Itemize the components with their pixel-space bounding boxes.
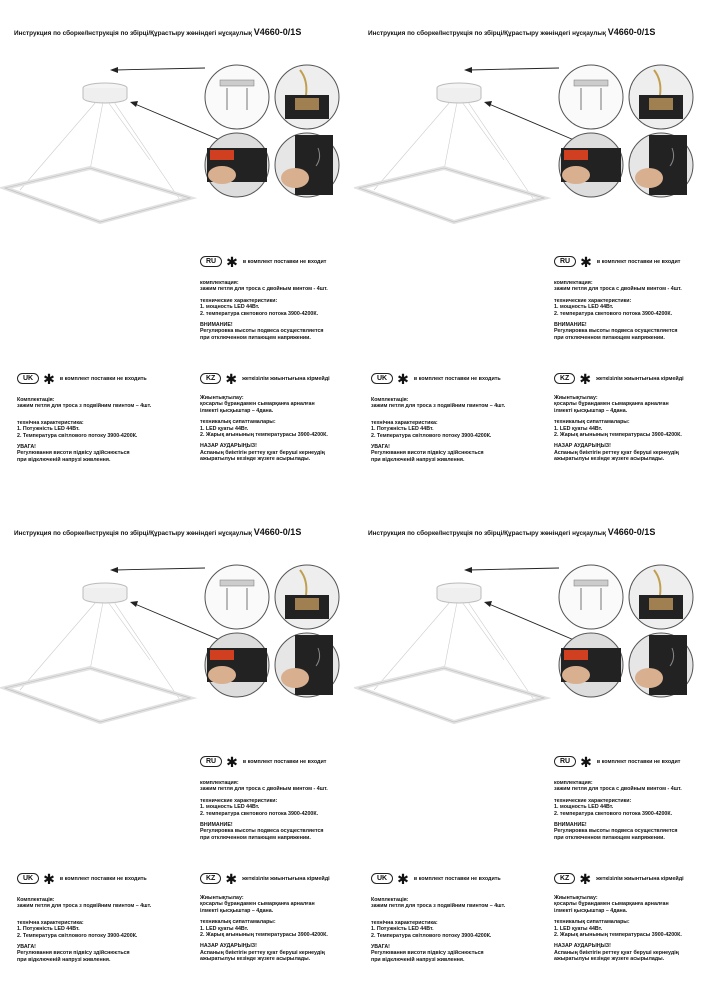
- uk-badge: UK: [17, 873, 39, 884]
- uk-not-included: UK ✱ в комплект поставки не входить: [371, 373, 501, 384]
- kz-not-included: KZ ✱ жеткізілім жиынтығына кірмейді: [200, 373, 330, 384]
- asterisk-icon: ✱: [225, 370, 238, 387]
- kz-badge: KZ: [200, 873, 221, 884]
- ru-text: комплектация: зажим петля для троса с двойным винтом - 4шт. технические характеристики: 1. мощность LED 44Вт. 2. температура светового потока 3900-4200К. ВНИМАНИЕ! Регулировка высоты подвеса осуществляется при отключенном питающем напряжении.: [200, 780, 328, 841]
- asterisk-icon: ✱: [225, 870, 238, 887]
- ru-not-included: RU ✱ в комплект поставки не входит: [200, 256, 326, 267]
- asterisk-icon: ✱: [397, 870, 409, 887]
- asterisk-icon: ✱: [579, 870, 592, 887]
- assembly-illustration: [0, 0, 353, 260]
- panel-title: Инструкция по сборке/Інструкція по збірці/Құрастыру жөніндегі нұсқаулық V4660-0/1S: [368, 527, 656, 537]
- asterisk-icon: ✱: [397, 370, 409, 387]
- asterisk-icon: ✱: [226, 253, 238, 270]
- uk-not-included: UK ✱ в комплект поставки не входить: [17, 873, 147, 884]
- kz-text: Жиынтықтылау: қосарлы бұрандамен сымарқанға арналған ілмекті қысқыштар – 4дана. техникалық сипаттамалары: 1. LED қуаты 44Вт. 2. Жарық ағынының температурасы 3900-4200К. НАЗАР АУДАРЫҢЫЗ! Аспаның биіктігін реттеу қуат беруші кернеудің ажыратылуы кезінде жүзеге асырылады.: [554, 395, 682, 463]
- ru-not-included: RU ✱ в комплект поставки не входит: [200, 756, 326, 767]
- ru-not-included: RU ✱ в комплект поставки не входит: [554, 256, 680, 267]
- kz-not-included: KZ ✱ жеткізілім жиынтығына кірмейді: [554, 873, 684, 884]
- kz-not-included: KZ ✱ жеткізілім жиынтығына кірмейді: [200, 873, 330, 884]
- uk-badge: UK: [371, 373, 393, 384]
- instruction-panel-1: [0, 0, 353, 500]
- instruction-panel-4: [354, 500, 707, 1000]
- panel-title: Инструкция по сборке/Інструкція по збірці/Құрастыру жөніндегі нұсқаулық V4660-0/1S: [14, 27, 302, 37]
- panel-title: Инструкция по сборке/Інструкція по збірці/Құрастыру жөніндегі нұсқаулық V4660-0/1S: [14, 527, 302, 537]
- ru-badge: RU: [554, 756, 576, 767]
- instruction-panel-3: [0, 500, 353, 1000]
- ru-badge: RU: [200, 256, 222, 267]
- uk-text: Комплектація: зажим петля для троса з подвійним гвинтом – 4шт. технічна характеристика: 1. Потужність LED 44Вт. 2. Температура світлового потоку 3900-4200К. УВАГА! Регулювання висоти підвісу здійснюється при відключеній напрузі живлення.: [371, 397, 506, 463]
- ru-badge: RU: [554, 256, 576, 267]
- uk-badge: UK: [371, 873, 393, 884]
- kz-badge: KZ: [200, 373, 221, 384]
- asterisk-icon: ✱: [580, 253, 592, 270]
- ru-badge: RU: [200, 756, 222, 767]
- kz-badge: KZ: [554, 873, 575, 884]
- kz-text: Жиынтықтылау: қосарлы бұрандамен сымарқанға арналған ілмекті қысқыштар – 4дана. техникалық сипаттамалары: 1. LED қуаты 44Вт. 2. Жарық ағынының температурасы 3900-4200К. НАЗАР АУДАРЫҢЫЗ! Аспаның биіктігін реттеу қуат беруші кернеудің ажыратылуы кезінде жүзеге асырылады.: [200, 395, 328, 463]
- uk-badge: UK: [17, 373, 39, 384]
- kz-badge: KZ: [554, 373, 575, 384]
- ru-text: комплектация: зажим петля для троса с двойным винтом - 4шт. технические характеристики: 1. мощность LED 44Вт. 2. температура светового потока 3900-4200К. ВНИМАНИЕ! Регулировка высоты подвеса осуществляется при отключенном питающем напряжении.: [554, 280, 682, 341]
- ru-not-included: RU ✱ в комплект поставки не входит: [554, 756, 680, 767]
- kz-text: Жиынтықтылау: қосарлы бұрандамен сымарқанға арналған ілмекті қысқыштар – 4дана. техникалық сипаттамалары: 1. LED қуаты 44Вт. 2. Жарық ағынының температурасы 3900-4200К. НАЗАР АУДАРЫҢЫЗ! Аспаның биіктігін реттеу қуат беруші кернеудің ажыратылуы кезінде жүзеге асырылады.: [554, 895, 682, 963]
- asterisk-icon: ✱: [226, 753, 238, 770]
- ru-text: комплектация: зажим петля для троса с двойным винтом - 4шт. технические характеристики: 1. мощность LED 44Вт. 2. температура светового потока 3900-4200К. ВНИМАНИЕ! Регулировка высоты подвеса осуществляется при отключенном питающем напряжении.: [554, 780, 682, 841]
- uk-text: Комплектація: зажим петля для троса з подвійним гвинтом – 4шт. технічна характеристика: 1. Потужність LED 44Вт. 2. Температура світлового потоку 3900-4200К. УВАГА! Регулювання висоти підвісу здійснюється при відключеній напрузі живлення.: [17, 397, 152, 463]
- uk-text: Комплектація: зажим петля для троса з подвійним гвинтом – 4шт. технічна характеристика: 1. Потужність LED 44Вт. 2. Температура світлового потоку 3900-4200К. УВАГА! Регулювання висоти підвісу здійснюється при відключеній напрузі живлення.: [371, 897, 506, 963]
- uk-not-included: UK ✱ в комплект поставки не входить: [17, 373, 147, 384]
- asterisk-icon: ✱: [43, 370, 55, 387]
- kz-not-included: KZ ✱ жеткізілім жиынтығына кірмейді: [554, 373, 684, 384]
- assembly-illustration: [354, 0, 707, 260]
- asterisk-icon: ✱: [43, 870, 55, 887]
- kz-text: Жиынтықтылау: қосарлы бұрандамен сымарқанға арналған ілмекті қысқыштар – 4дана. техникалық сипаттамалары: 1. LED қуаты 44Вт. 2. Жарық ағынының температурасы 3900-4200К. НАЗАР АУДАРЫҢЫЗ! Аспаның биіктігін реттеу қуат беруші кернеудің ажыратылуы кезінде жүзеге асырылады.: [200, 895, 328, 963]
- uk-not-included: UK ✱ в комплект поставки не входить: [371, 873, 501, 884]
- ru-text: комплектация: зажим петля для троса с двойным винтом - 4шт. технические характеристики: 1. мощность LED 44Вт. 2. температура светового потока 3900-4200К. ВНИМАНИЕ! Регулировка высоты подвеса осуществляется при отключенном питающем напряжении.: [200, 280, 328, 341]
- asterisk-icon: ✱: [580, 753, 592, 770]
- assembly-illustration: [354, 500, 707, 760]
- uk-text: Комплектація: зажим петля для троса з подвійним гвинтом – 4шт. технічна характеристика: 1. Потужність LED 44Вт. 2. Температура світлового потоку 3900-4200К. УВАГА! Регулювання висоти підвісу здійснюється при відключеній напрузі живлення.: [17, 897, 152, 963]
- asterisk-icon: ✱: [579, 370, 592, 387]
- instruction-panel-2: [354, 0, 707, 500]
- panel-title: Инструкция по сборке/Інструкція по збірці/Құрастыру жөніндегі нұсқаулық V4660-0/1S: [368, 27, 656, 37]
- assembly-illustration: [0, 500, 353, 760]
